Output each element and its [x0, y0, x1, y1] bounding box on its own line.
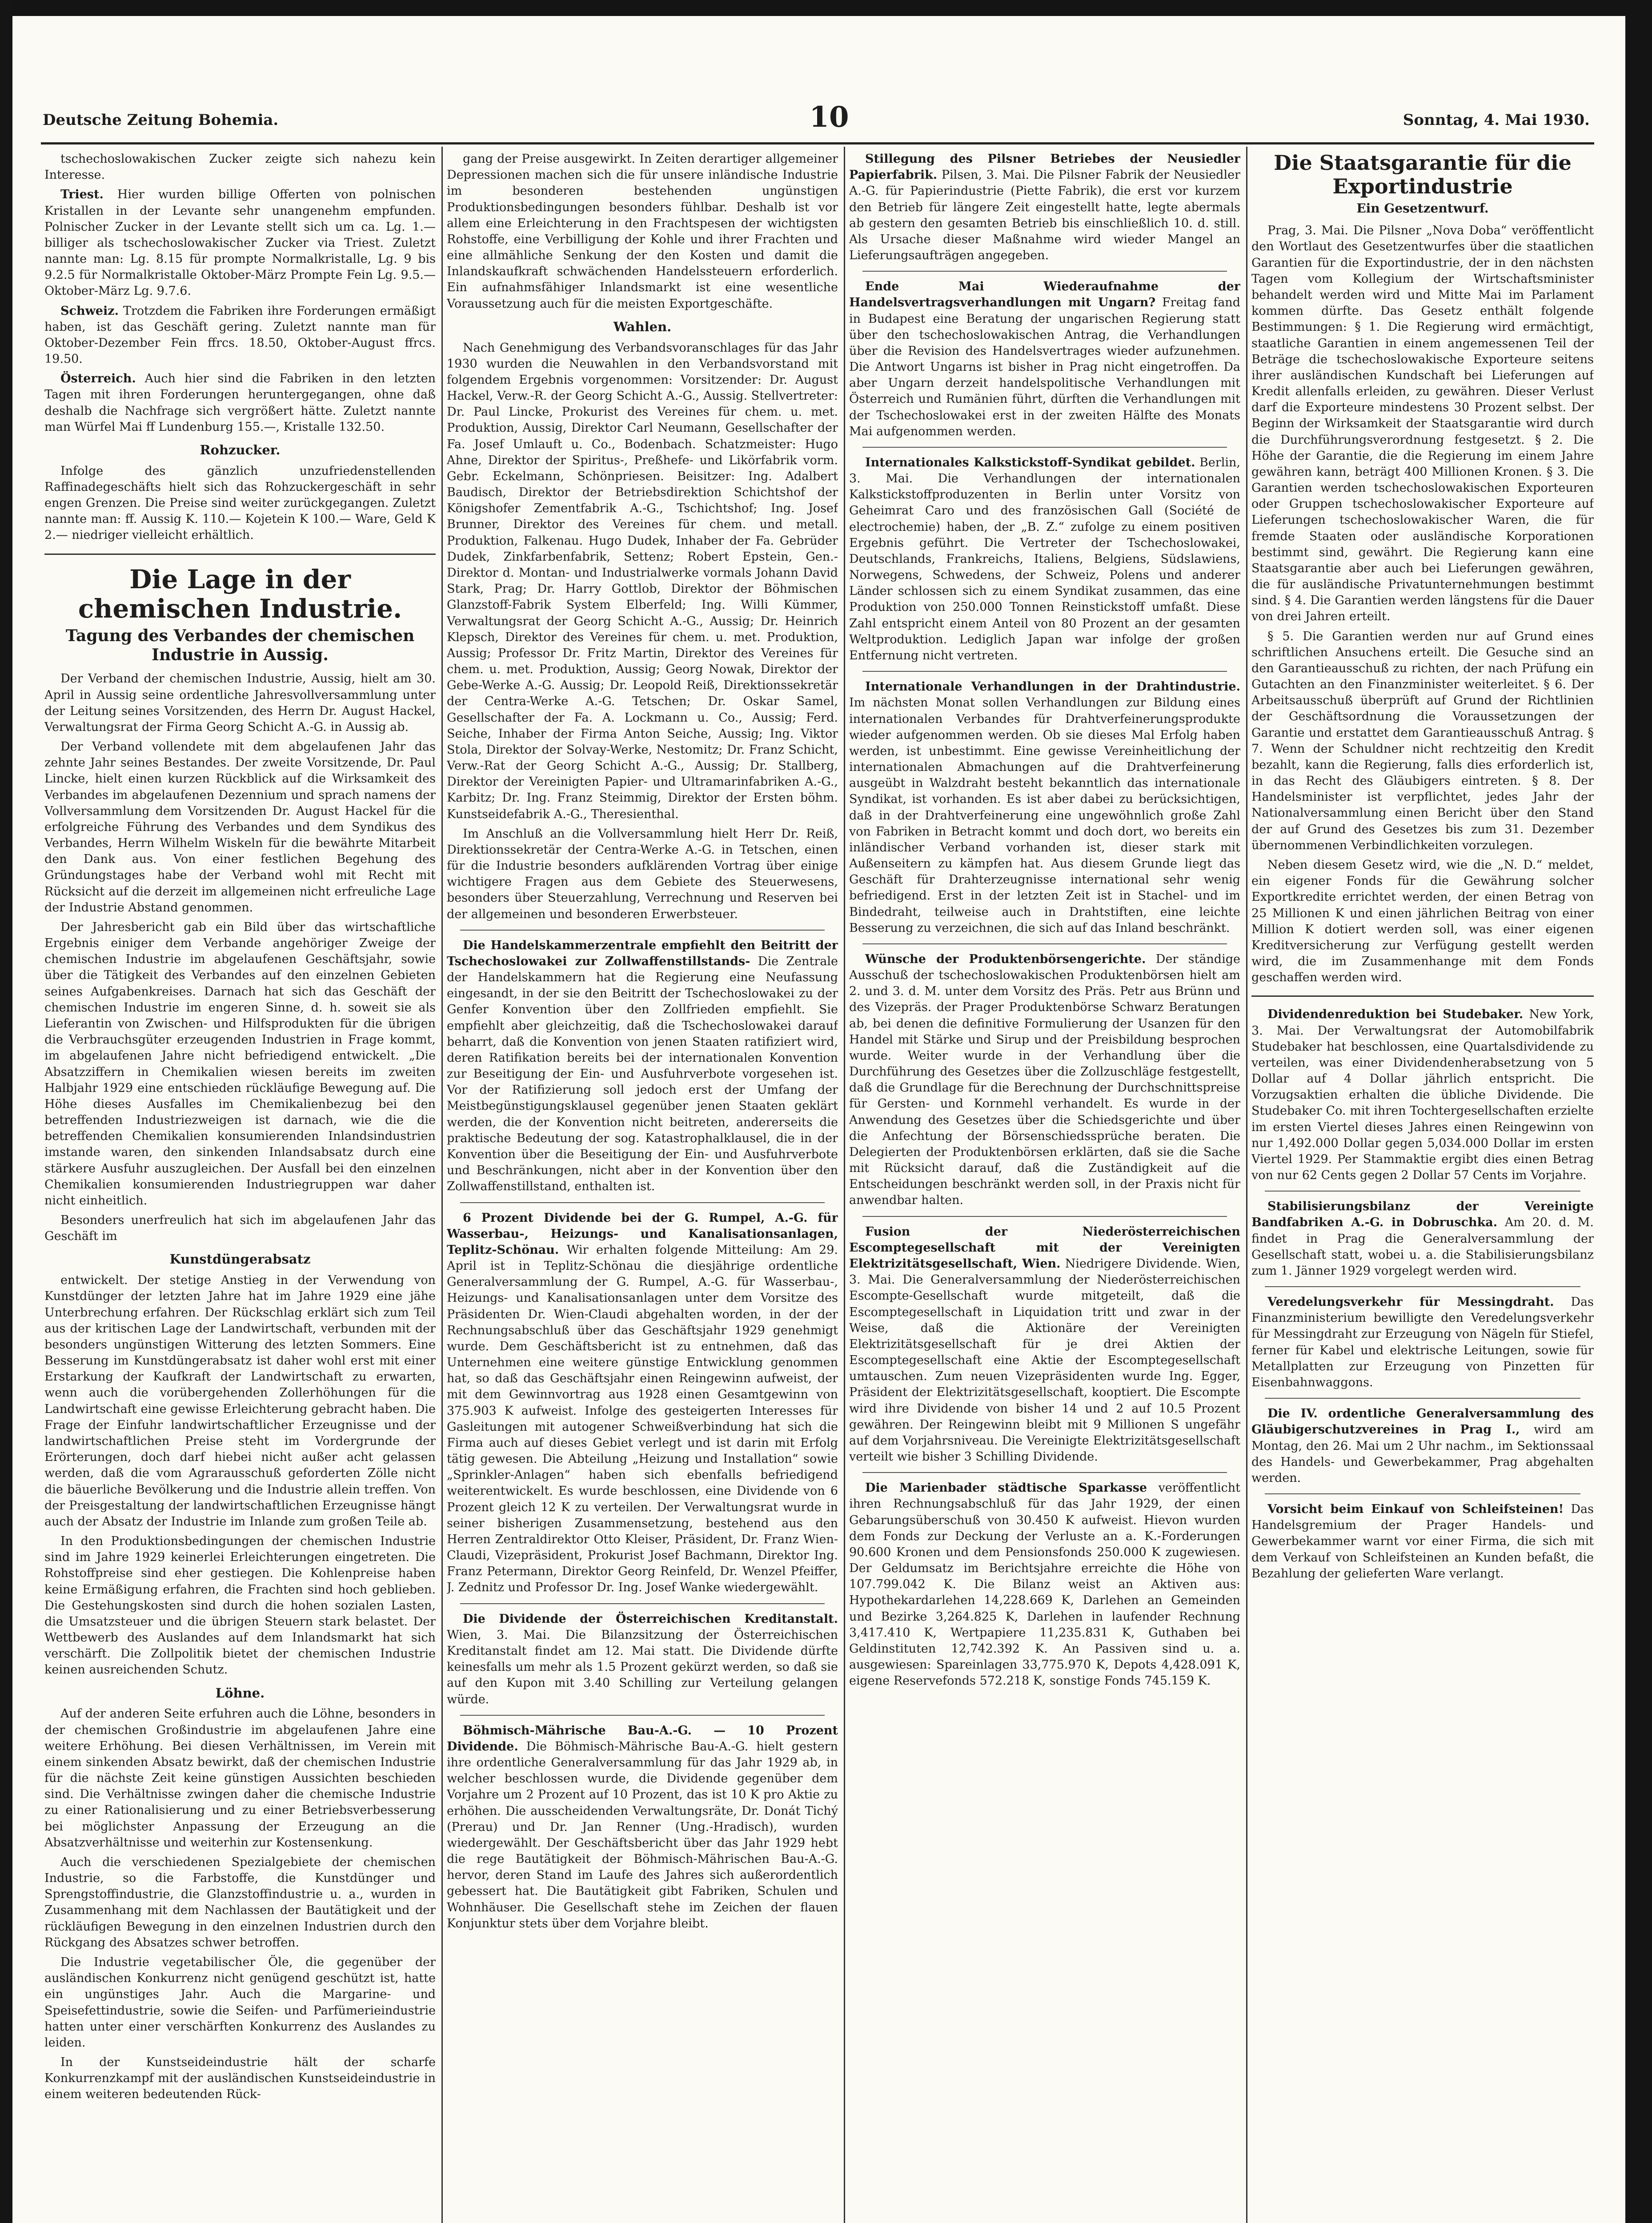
paragraph: Auf der anderen Seite erfuhren auch die Löhne, besonders in der chemischen Großindustrie im abgelaufenen Jahre eine weitere Erhöhung. Bei diesen Verhältnissen, im Verein mit einem sinkenden Absatz bewirkt, daß der chemischen Industrie für die nächste Zeit keine günstigen Aussichten beschieden sind. Die Verhältnisse zwingen daher die chemische Industrie zu einer Rationalisierung und zu einer Betriebsverbesserung bei möglichster Anpassung der Erzeugung an die Absatzverhältnisse und weiterhin zur Kostensenkung. — [44, 1707, 436, 1850]
issue-date: Sonntag, 4. Mai 1930. — [1403, 111, 1590, 129]
column-4 — [1251, 151, 1594, 2223]
paragraph: Der Verband vollendete mit dem abgelaufenen Jahr das zehnte Jahr seines Bestandes. Der zweite Vorsitzende, Dr. Paul Lincke, hielt einen kurzen Rückblick auf die Wirksamkeit des Verbandes im abgelaufenen Dezennium und sprach namens der Vollversammlung dem Vorsitzenden Dr. August Hackel für die erfolgreiche Führung des Verbandes und dem Syndikus des Verbandes, Herrn Wilhelm Wiskeln für die bewährte Mitarbeit den Dank aus. Von einer festlichen Begehung des Gründungstages habe der Verband wohl mit Recht mit Rücksicht auf die derzeit im allgemeinen nicht erfreuliche Lage der Industrie Abstand genommen. — [44, 740, 436, 915]
paragraph: Infolge des gänzlich unzufriedenstellenden Raffinadegeschäfts hielt sich das Rohzuckergeschäft in sehr engen Grenzen. Die Preise sind weiter zurückgegangen. Zuletzt nannte man: ff. Aussig K. 110.— Kojetein K 100.— Ware, Geld K 2.— niedriger vielleicht erhältlich. — [44, 464, 436, 542]
column-1 — [44, 151, 436, 2223]
paragraph: Vorsicht beim Einkauf von Schleifsteinen! Das Handelsgremium der Prager Handels- und Gewerbekammer warnt vor einer Firma, die sich mit dem Verkauf von Schleifsteinen an Kunden befaßt, die Bezahlung der gelieferten Ware verlangt. — [1251, 1502, 1594, 1581]
paragraph: entwickelt. Der stetige Anstieg in der Verwendung von Kunstdünger der letzten Jahre hat im Jahre 1929 eine jähe Unterbrechung erfahren. Der Rückschlag erklärt sich zum Teil aus der kritischen Lage der Landwirtschaft, verbunden mit der besonders ungünstigen Witterung des letzten Sommers. Eine Besserung im Kunstdüngerabsatz ist daher wohl erst mit einer Erstarkung der Kaufkraft der Landwirtschaft zu erwarten, wenn auch die vorübergehenden Zollerhöhungen für die Landwirtschaft eine gewisse Erleichterung gebracht haben. Die Frage der Einfuhr landwirtschaftlicher Erzeugnisse und der landwirtschaftlichen Preise steht im Vordergrunde der Erörterungen, doch darf hiebei nicht außer acht gelassen werden, daß die vom Agrarausschuß geforderten Zölle nicht die bäuerliche Bevölkerung und die Industrie allein treffen. Von der Preisgestaltung der landwirtschaftlichen Erzeugnisse hängt auch der Absatz der Industrie im Inlande zum großen Teile ab. — [44, 1273, 436, 1529]
section-title: Wahlen. — [613, 319, 672, 334]
divider — [862, 1472, 1227, 1473]
paragraph: Prag, 3. Mai. Die Pilsner „Nova Doba“ veröffentlicht den Wortlaut des Gesetzentwurfes über die staatlichen Garantien für die Exportindustrie, der in den nächsten Tagen vom Kollegium der Wirtschaftsminister behandelt werden wird und Mitte Mai im Parlament kommen dürfte. Das Gesetz enthält folgende Bestimmungen: § 1. Die Regierung wird ermächtigt, staatliche Garantien in einem angemessenen Teil der Beträge die tschechoslowakische Exporteure seitens ihrer ausländischen Kundschaft bei Lieferungen auf Kredit allenfalls erleiden, zu gewähren. Dieser Verlust darf die Exporteure mindestens 30 Prozent selbst. Der Beginn der Wirksamkeit der Staatsgarantie wird durch die Durchführungsverordnung festgesetzt. § 2. Die Höhe der Garantie, die die Regierung im einem Jahre gewähren kann, beträgt 400 Millionen Kronen. § 3. Die Garantien werden tschechoslowakischen Exporteuren oder Gruppen tschechoslowakischer Exporteure auf Lieferungen tschechoslowakischer Waren, die für fremde Staaten oder ausländische Korporationen bestimmt sind, gewährt. Die Regierung kann eine Staatsgarantie aber auch bei Lieferungen gewähren, die für ausländische Privatunternehmungen bestimmt sind. § 4. Die Garantien werden längstens für die Dauer von drei Jahren erteilt. — [1251, 224, 1594, 624]
paragraph: gang der Preise ausgewirkt. In Zeiten derartiger allgemeiner Depressionen machen sich die für unsere inländische Industrie im besonderen bestehenden ungünstigen Produktionsbedingungen besonders fühlbar. Deshalb ist vor allem eine Erleichterung in den Frachtspesen der wichtigsten Rohstoffe, eine Verbilligung der Kohle und ihrer Frachten und eine allmähliche Senkung der den Kosten und damit die Inlandskaufkraft schwächenden Handelssteuern erforderlich. Ein aufnahmsfähiger Inlandsmarkt ist eine wesentliche Voraussetzung auch für die meisten Exportgeschäfte. — [447, 152, 838, 311]
paragraph: Fusion der Niederösterreichischen Escomptegesellschaft mit der Vereinigten Elektrizitätsgesellschaft, Wien. Niedrigere Dividende. Wien, 3. Mai. Die Generalversammlung der Niederösterreichischen Escompte-Gesellschaft wurde mitgeteilt, daß die Escomptegesellschaft in Liquidation tritt und zwar in der Weise, daß die Aktionäre der Vereinigten Elektrizitätsgesellschaft für je drei Aktien der Escomptegesellschaft eine Aktie der Escomptegesellschaft umtauschen. Zum neuen Vizepräsidenten wurde Ing. Egger, Präsident der Elektrizitätsgesellschaft, kooptiert. Die Escompte wird ihre Dividende von bisher 14 und 2 auf 10.5 Prozent gewähren. Der Reingewinn bleibt mit 9 Millionen S ungefähr auf dem Vorjahrsniveau. Die Vereinigte Elektrizitätsgesellschaft verteilt wie bisher 3 Schilling Dividende. — [849, 1224, 1240, 1464]
paragraph: Besonders unerfreulich hat sich im abgelaufenen Jahr das Geschäft im — [44, 1213, 436, 1244]
section-title: Rohzucker. — [200, 442, 281, 457]
paragraph: Im Anschluß an die Vollversammlung hielt Herr Dr. Reiß, Direktionssekretär der Centra-Werke A.-G. in Tetschen, einen für die Industrie besonders aufklärenden Vortrag über einige wichtigere Fragen aus dem Gebiete des Steuerwesens, besonders über Steuerzahlung, Verrechnung und Reserven bei der allgemeinen und besonderen Erwerbsteuer. — [447, 827, 838, 921]
scan-border-right — [1625, 0, 1652, 2223]
divider — [460, 930, 825, 931]
paragraph: In der Kunstseideindustrie hält der scharfe Konkurrenzkampf mit der ausländischen Kunstseideindustrie in einem weiteren bedeutenden Rück- — [44, 2055, 436, 2102]
column-rule-2 — [844, 147, 845, 2223]
paragraph: Stillegung des Pilsner Betriebes der Neusiedler Papierfabrik. Pilsen, 3. Mai. Die Pilsner Fabrik der Neusiedler A.-G. für Papierindustrie (Piette Fabrik), die erst vor kurzem den Betrieb für längere Zeit eingestellt hatte, legte abermals ab gestern den gesamten Betrieb bis einschließlich 10. d. still. Als Ursache dieser Maßnahme wird wieder Mangel an Lieferungsaufträgen angegeben. — [849, 152, 1240, 263]
column-2 — [447, 151, 838, 2223]
scan-border-top — [0, 0, 1652, 16]
paragraph: § 5. Die Garantien werden nur auf Grund eines schriftlichen Ansuchens erteilt. Die Gesuche sind an den Garantieausschuß zu richten, der nach Prüfung ein Gutachten an den Finanzminister weiterleitet. § 6. Der Arbeitsausschuß überprüft auf Grund der Richtlinien der Geschäftsordnung die Voraussetzungen der Garantie und erstattet dem Garantieausschuß Antrag. § 7. Wenn der Schuldner nicht rechtzeitig den Kredit bezahlt, kann die Regierung, falls dies erforderlich ist, in das Recht des Gläubigers eintreten. § 8. Der Handelsminister ist verpflichtet, jedes Jahr der Nationalversammlung einen Bericht über den Stand der auf Grund des Gesetzes bis zum 31. Dezember übernommenen Verbindlichkeiten vorzulegen. — [1251, 629, 1594, 852]
column-rule-1 — [441, 147, 443, 2223]
paragraph: Stabilisierungsbilanz der Vereinigte Bandfabriken A.-G. in Dobruschka. Am 20. d. M. findet in Prag die Generalversammlung der Gesellschaft statt, wobei u. a. die Stabilisierungsbilanz zum 1. Jänner 1929 vorgelegt werden wird. — [1251, 1200, 1594, 1278]
paragraph: Schweiz. Trotzdem die Fabriken ihre Forderungen ermäßigt haben, ist das Geschäft gering. Zuletzt nannte man für Oktober-Dezember Fein ffrcs. 18.50, Oktober-August ffrcs. 19.50. — [44, 304, 436, 366]
divider — [460, 1202, 825, 1203]
divider — [460, 1715, 825, 1716]
paragraph: Neben diesem Gesetz wird, wie die „N. D.“ meldet, ein eigener Fonds für die Gewährung solcher Exportkredite errichtet werden, der einen Betrag von 25 Millionen K und einen jährlichen Beitrag von einer Million K dotiert werden soll, was einer eigenen Kreditversicherung zur Verfügung gestellt werden wird, die im Zusammenhange mit dem Fonds geschaffen werden wird. — [1251, 858, 1594, 985]
paragraph: Auch die verschiedenen Spezialgebiete der chemischen Industrie, so die Farbstoffe, die Kunstdünger und Sprengstoffindustrie, die Glanzstoffindustrie u. a., wurden in Zusammenhang mit dem Nachlassen der Bautätigkeit und der rückläufigen Bewegung in den einzelnen Industrien durch den Rückgang des Absatzes schwer betroffen. — [44, 1855, 436, 1950]
paragraph: Internationale Verhandlungen in der Drahtindustrie. Im nächsten Monat sollen Verhandlungen zur Bildung eines internationalen Verbandes für Drahtverfeinerungsprodukte wieder aufgenommen werden. Ob sie dieses Mal Erfolg haben werden, ist unbestimmt. Eine gewisse Vereinheitlichung der internationalen Abmachungen auf die Drahtverfeinerung ausgeübt in Walzdraht besteht bekanntlich das internationale Syndikat, ist vorhanden. Es ist aber dabei zu berücksichtigen, daß in der Drahtverfeinerung eine ungewöhnlich große Zahl von Fabriken in Betracht kommt und doch dort, wo bereits ein inländischer Verband vorhanden ist, dieser stark mit Außenseitern zu kämpfen hat. Aus diesem Grunde liegt das Geschäft für Drahterzeugnisse international sehr wenig befriedigend. Erst in der letzten Zeit ist in Stachel- und im Bindedraht, teilweise auch in Drahtstiften, eine leichte Besserung zu verzeichnen, die sich auf das Inland beschränkt. — [849, 680, 1240, 935]
paragraph: Nach Genehmigung des Verbandsvoranschlages für das Jahr 1930 wurden die Neuwahlen in den Verbandsvorstand mit folgendem Ergebnis vorgenommen: Vorsitzender: Dr. August Hackel, Verw.-R. der Georg Schicht A.-G., Aussig. Stellvertreter: Dr. Paul Lincke, Prokurist des Vereines für chem. u. met. Produktion, Aussig, Direktor Carl Neumann, Gesellschafter der Fa. Josef Umlauft u. Co., Bodenbach. Schatzmeister: Hugo Ahne, Direktor der Spiritus-, Preßhefe- und Likörfabrik vorm. Gebr. Eckelmann, Schönpriesen. Beisitzer: Ing. Adalbert Baudisch, Direktor der Betriebsdirektion Schichtshof der Königshofer Zementfabrik A.-G., Tschichtshof; Ing. Josef Brunner, Direktor des Vereines für chem. und metall. Produktion, Falkenau. Hugo Dudek, Inhaber der Fa. Gebrüder Dudek, Zinkfarbenfabrik, Settenz; Robert Epstein, Gen.-Direktor d. Montan- und Industrialwerke vormals Johann David Stark, Prag; Dr. Harry Gottlob, Direktor der Böhmischen Glanzstoff-Fabrik System Elberfeld; Ing. Willi Kümmer, Verwaltungsrat der Georg Schicht A.-G., Aussig; Dr. Heinrich Klepsch, Direktor des Vereines für chem. u. met. Produktion, Aussig; Professor Dr. Fritz Martin, Direktor des Vereines für chem. u. met. Produktion, Aussig; Georg Nowak, Direktor der Gebe-Werke A.-G. Aussig; Dr. Leopold Reiß, Direktionssekretär der Centra-Werke A.-G. Tetschen; Dr. Oskar Samel, Gesellschafter der Fa. A. Lockmann u. Co., Aussig; Ferd. Seiche, Inhaber der Firma Anton Seiche, Aussig; Ing. Viktor Stola, Direktor der Solvay-Werke, Nestomitz; Dr. Franz Schicht, Verw.-Rat der Georg Schicht A.-G., Aussig; Dr. Stallberg, Direktor der Vereinigten Papier- und Ultramarinfabriken A.-G., Karbitz; Dr. Ing. Franz Steimmig, Direktor der Ersten böhm. Kunstseidefabrik A.-G., Theresienthal. — [447, 341, 838, 821]
paragraph: In den Produktionsbedingungen der chemischen Industrie sind im Jahre 1929 keinerlei Erleichterungen eingetreten. Die Rohstoffpreise sind eher gestiegen. Die Kohlenpreise haben keine Ermäßigung erfahren, die Frachten sind hoch geblieben. Die Gestehungskosten sind durch die hohen sozialen Lasten, die Umsatzsteuer und die übrigen Steuern stark belastet. Der Wettbewerb des Auslandes auf dem Inlandsmarkt hat sich verschärft. Die Zollpolitik bietet der chemischen Industrie keinen ausreichenden Schutz. — [44, 1534, 436, 1677]
divider — [862, 943, 1227, 944]
newspaper-name: Deutsche Zeitung Bohemia. — [43, 111, 279, 129]
paragraph: Dividendenreduktion bei Studebaker. New York, 3. Mai. Der Verwaltungsrat der Automobilfabrik Studebaker hat beschlossen, eine Quartalsdividende zu verteilen, was einer Dividendenherabsetzung von 5 Dollar auf 4 Dollar jährlich entspricht. Die Vorzugsaktien erhalten die übliche Dividende. Die Studebaker Co. mit ihren Tochtergesellschaften erzielte im ersten Viertel dieses Jahres einen Reingewinn von nur 1,492.000 Dollar gegen 5,034.000 Dollar im ersten Viertel 1929. Per Stammaktie ergibt dies einen Betrag von nur 62 Cents gegen 2 Dollar 57 Cents im Vorjahre. — [1251, 1007, 1594, 1183]
paragraph: Internationales Kalkstickstoff-Syndikat gebildet. Berlin, 3. Mai. Die Verhandlungen der internationalen Kalkstickstoffproduzenten in Berlin unter Vorsitz von Geheimrat Caro und des französischen Gall (Société de electrochemie) haben, der „B. Z.“ zufolge zu einem positiven Ergebnis geführt. Die Vertreter der Tschechoslowakei, Deutschlands, Frankreichs, Italiens, Belgiens, Südslawiens, Norwegens, Schwedens, der Schweiz, Polens und anderer Länder schlossen sich zu einem Syndikat zusammen, das eine Produktion von 250.000 Tonnen Reinstickstoff umfaßt. Diese Zahl entspricht einem Anteil von 80 Prozent an der gesamten Weltproduktion. Lediglich Japan war infolge der großen Entfernung nicht vertreten. — [849, 455, 1240, 662]
header-rule — [41, 142, 1594, 144]
divider — [862, 671, 1227, 672]
paragraph: Die Handelskammerzentrale empfiehlt den Beitritt der Tschechoslowakei zur Zollwaffenstillstands- Die Zentrale der Handelskammern hat die Regierung eine Neufassung eingesandt, in der sie den Beitritt der Tschechoslowakei zu der Genfer Konvention über den Zollfrieden empfiehlt. Sie empfiehlt aber gleichzeitig, daß die Tschechoslowakei darauf beharrt, daß die Konvention von jenen Staaten ratifiziert wird, deren Ratifikation bereits bei der internationalen Konvention zur Beseitigung der Ein- und Ausfuhrverbote vorgesehen ist. Vor der Ratifizierung soll jedoch erst der Umfang der Meistbegünstigungsklausel gegenüber jenen Staaten geklärt werden, die der Konvention nicht beitreten, andererseits die praktische Bedeutung der sog. Katastrophalklausel, die in der Konvention über die Beseitigung der Ein- und Ausfuhrverbote und Beschränkungen, nicht aber in der Konvention über den Zollwaffenstillstand, enthalten ist. — [447, 938, 838, 1194]
article-subheadline: Tagung des Verbandes der chemischen Industrie in Aussig. — [65, 626, 415, 665]
scan-border-left — [0, 0, 12, 2223]
paragraph: Der Verband der chemischen Industrie, Aussig, hielt am 30. April in Aussig seine ordentliche Jahresvollversammlung unter der Leitung seines Vorsitzenden, des Herrn Dr. August Hackel, Verwaltungsrat der Firma Georg Schicht A.-G. in Aussig ab. — [44, 672, 436, 734]
divider — [1265, 1493, 1580, 1494]
paragraph: Österreich. Auch hier sind die Fabriken in den letzten Tagen mit ihren Forderungen heruntergegangen, ohne daß deshalb die Nachfrage sich vergrößert hätte. Zuletzt nannte man Würfel Mai ff Lundenburg 155.—, Kristalle 132.50. — [44, 372, 436, 434]
section-title: Löhne. — [215, 1685, 265, 1701]
divider — [1265, 1191, 1580, 1192]
page-number: 10 — [809, 100, 849, 134]
divider — [1265, 1286, 1580, 1287]
paragraph: 6 Prozent Dividende bei der G. Rumpel, A.-G. für Wasserbau-, Heizungs- und Kanalisationsanlagen, Teplitz-Schönau. Wir erhalten folgende Mitteilung: Am 29. April ist in Teplitz-Schönau die diesjährige ordentliche Generalversammlung der G. Rumpel, A.-G. für Wasserbau-, Heizungs- und Kanalisationsanlagen unter dem Vorsitze des Präsidenten Dr. Wien-Claudi abgehalten worden, in der der Rechnungsabschluß über das Geschäftsjahr 1929 genehmigt wurde. Dem Geschäftsbericht ist zu entnehmen, daß das Unternehmen eine weitere günstige Entwicklung genommen hat, so daß das Geschäftsjahr einen Reingewinn aufweist, der mit dem Gewinnvortrag aus 1928 einen Gesamtgewinn von 375.903 K aufweist. Infolge des gesteigerten Interesses für Gasleitungen mit autogener Schweißverbindung hat sich die Firma auch auf dieses Gebiet verlegt und ist darin mit Erfolg tätig gewesen. Die Abteilung „Heizung und Installation“ sowie „Sprinkler-Anlagen“ haben sich ebenfalls befriedigend weiterentwickelt. Es wurde beschlossen, eine Dividende von 6 Prozent gleich 12 K zu verteilen. Der Verwaltungsrat wurde in seiner bisherigen Zusammensetzung, bestehend aus den Herren Zentraldirektor Otto Kleiser, Präsident, Dr. Franz Wien-Claudi, Vizepräsident, Prokurist Josef Bachmann, Direktor Ing. Franz Petermann, Direktor Georg Reinfeld, Dr. Wenzel Pfeiffer, J. Zednitz und Professor Dr. Ing. Josef Wanke wiedergewählt. — [447, 1211, 838, 1595]
paragraph: Wünsche der Produktenbörsengerichte. Der ständige Ausschuß der tschechoslowakischen Produktenbörsen hielt am 2. und 3. d. M. unter dem Vorsitz des Präs. Petr aus Brünn und des Vizepräs. der Prager Produktenbörse Schwarz Beratungen ab, bei denen die definitive Formulierung der Usanzen für den Handel mit Stärke und Sirup und der Preisbildung besprochen wurde. Weiter wurde in der Verhandlung über die Durchführung des Gesetzes über die Zollzuschläge festgestellt, daß die Grundlage für die Berechnung der Durchschnittspreise für Gersten- und Kornmehl verhandelt. Es wurde in der Anwendung des Gesetzes über die Schiedsgerichte und über die Anfechtung der Börsenschiedssprüche beraten. Die Delegierten der Produktenbörsen erklärten, daß sie die Sache mit Rücksicht darauf, daß die Zuständigkeit auf die Entscheidungen beschränkt werden soll, in der Praxis nicht für anwendbar halten. — [849, 952, 1240, 1208]
paragraph: Ende Mai Wiederaufnahme der Handelsvertragsverhandlungen mit Ungarn? Freitag fand in Budapest eine Beratung der ungarischen Regierung statt über den tschechoslowakischen Antrag, die Verhandlungen über die Revision des Handelsvertrages wieder aufzunehmen. Die Antwort Ungarns ist bisher in Prag nicht eingetroffen. Da aber Ungarn derzeit handelspolitische Verhandlungen mit Österreich und Rumänien führt, dürften die Verhandlungen mit der Tschechoslowakei erst in der zweiten Hälfte des Monats Mai aufgenommen werden. — [849, 280, 1240, 438]
column-3 — [849, 151, 1240, 2223]
paragraph: Die Marienbader städtische Sparkasse veröffentlicht ihren Rechnungsabschluß für das Jahr 1929, der einen Gebarungsüberschuß von 30.450 K aufweist. Hievon wurden dem Fonds zur Deckung der Verluste an a. K.-Forderungen 90.600 Kronen und dem Pensionsfonds 250.000 K zugewiesen. Der Geldumsatz im Berichtsjahre erreichte die Höhe von 107.799.042 K. Die Bilanz weist an Aktiven aus: Hypothekardarlehen 14,228.669 K, Darlehen an Gemeinden und Bezirke 3,264.825 K, Darlehen in laufender Rechnung 3,417.410 K, Wertpapiere 11,235.831 K, Guthaben bei Geldinstituten 12,742.392 K. An Passiven sind u. a. ausgewiesen: Spareinlagen 33,775.970 K, Depots 4,428.091 K, eigene Reservefonds 572.218 K, sonstige Fonds 745.159 K. — [849, 1481, 1240, 1688]
article-subheadline: Ein Gesetzentwurf. — [1356, 201, 1489, 216]
divider — [862, 271, 1227, 272]
paragraph: Triest. Hier wurden billige Offerten von polnischen Kristallen in der Levante sehr unangenehm empfunden. Polnischer Zucker in der Levante stellt sich um ca. Lg. 1.— billiger als tschechoslowakischer Zucker via Triest. Zuletzt nannte man: Lg. 8.15 für prompte Normalkristalle, Lg. 9 bis 9.2.5 für Normalkristalle Oktober-März Prompte Fein Lg. 9.5.— Oktober-März Lg. 9.7.6. — [44, 188, 436, 298]
column-rule-3 — [1246, 147, 1247, 2223]
paragraph: Die IV. ordentliche Generalversammlung des Gläubigerschutzvereines in Prag I., wird am Montag, den 26. Mai um 2 Uhr nachm., im Sektionssaal des Handels- und Gewerbekammer, Prag abgehalten werden. — [1251, 1407, 1594, 1485]
divider — [862, 1216, 1227, 1217]
divider — [1265, 1398, 1580, 1399]
section-title: Kunstdüngerabsatz — [169, 1252, 311, 1267]
article-headline: Die Lage in der chemischen Industrie. — [78, 564, 402, 624]
paragraph: tschechoslowakischen Zucker zeigte sich nahezu kein Interesse. — [44, 152, 436, 182]
divider — [1251, 995, 1594, 997]
article-headline: Die Staatsgarantie für die Exportindustrie — [1274, 151, 1572, 198]
paragraph: Die Industrie vegetabilischer Öle, die gegenüber der ausländischen Konkurrenz nicht genügend geschützt ist, hatte ein ungünstiges Jahr. Auch die Margarine- und Speisefettindustrie, sowie die Seifen- und Parfümerieindustrie hatten unter einer verschärften Konkurrenz des Auslandes zu leiden. — [44, 1955, 436, 2050]
divider — [44, 554, 436, 555]
divider — [460, 1603, 825, 1604]
paragraph: Böhmisch-Mährische Bau-A.-G. — 10 Prozent Dividende. Die Böhmisch-Mährische Bau-A.-G. hielt gestern ihre ordentliche Generalversammlung für das Jahr 1929 ab, in welcher beschlossen wurde, die Dividende gegenüber dem Vorjahre um 2 Prozent auf 10 Prozent, das ist 10 K pro Aktie zu erhöhen. Die ausscheidenden Verwaltungsräte, Dr. Donát Tichý (Prerau) und Dr. Jan Renner (Ung.-Hradisch), wurden wiedergewählt. Der Geschäftsbericht über das Jahr 1929 hebt die rege Bautätigkeit der Böhmisch-Mährischen Bau-A.-G. hervor, deren Stand im Laufe des Jahres sich außerordentlich gebessert hat. Die Bautätigkeit gibt Fabriken, Schulen und Wohnhäuser. Die Gesellschaft stehe im Zeichen der flauen Konjunktur stets über dem Vorjahre bleibt. — [447, 1723, 838, 1930]
divider — [862, 447, 1227, 448]
paragraph: Der Jahresbericht gab ein Bild über das wirtschaftliche Ergebnis einiger dem Verbande angehöriger Zweige der chemischen Industrie im abgelaufenen Geschäftsjahr, sowie über die Tätigkeit des Verbandes auf den einzelnen Gebieten seines Aufgabenkreises. Darnach hat sich das Geschäft der chemischen Industrie im engeren Sinne, d. h. soweit sie als Lieferantin von Zwischen- und Hilfsprodukten für die übrigen die Verbrauchsgüter erzeugenden Industrien in Frage kommt, im abgelaufenen Jahre nicht befriedigend entwickelt. „Die Absatzziffern in Chemikalien wiesen bereits im zweiten Halbjahr 1929 eine entschieden rückläufige Bewegung auf. Die Höhe dieses Ausfalles im Chemikalienbezug bei den betreffenden Industriezweigen ist darnach, wie die die betreffenden Chemikalien konsumierenden Inlandsindustrien imstande waren, den sinkenden Inlandsabsatz durch eine stärkere Ausfuhr auszugleichen. Der Ausfall bei den einzelnen Chemikalien konsumierenden Industriegruppen war daher nicht einheitlich. — [44, 920, 436, 1208]
paragraph: Veredelungsverkehr für Messingdraht. Das Finanzministerium bewilligte den Veredelungsverkehr für Messingdraht zur Erzeugung von Nägeln für Stiefel, ferner für Kabel und elektrische Leitungen, sowie für Metallplatten zur Erzeugung von Pinzetten für Eisenbahnwaggons. — [1251, 1295, 1594, 1389]
paragraph: Die Dividende der Österreichischen Kreditanstalt. Wien, 3. Mai. Die Bilanzsitzung der Österreichischen Kreditanstalt findet am 12. Mai statt. Die Dividende dürfte keinesfalls um mehr als 1.5 Prozent gekürzt werden, so daß sie auf den Kupon mit 3.40 Schilling zur Verteilung gelangen würde. — [447, 1612, 838, 1706]
